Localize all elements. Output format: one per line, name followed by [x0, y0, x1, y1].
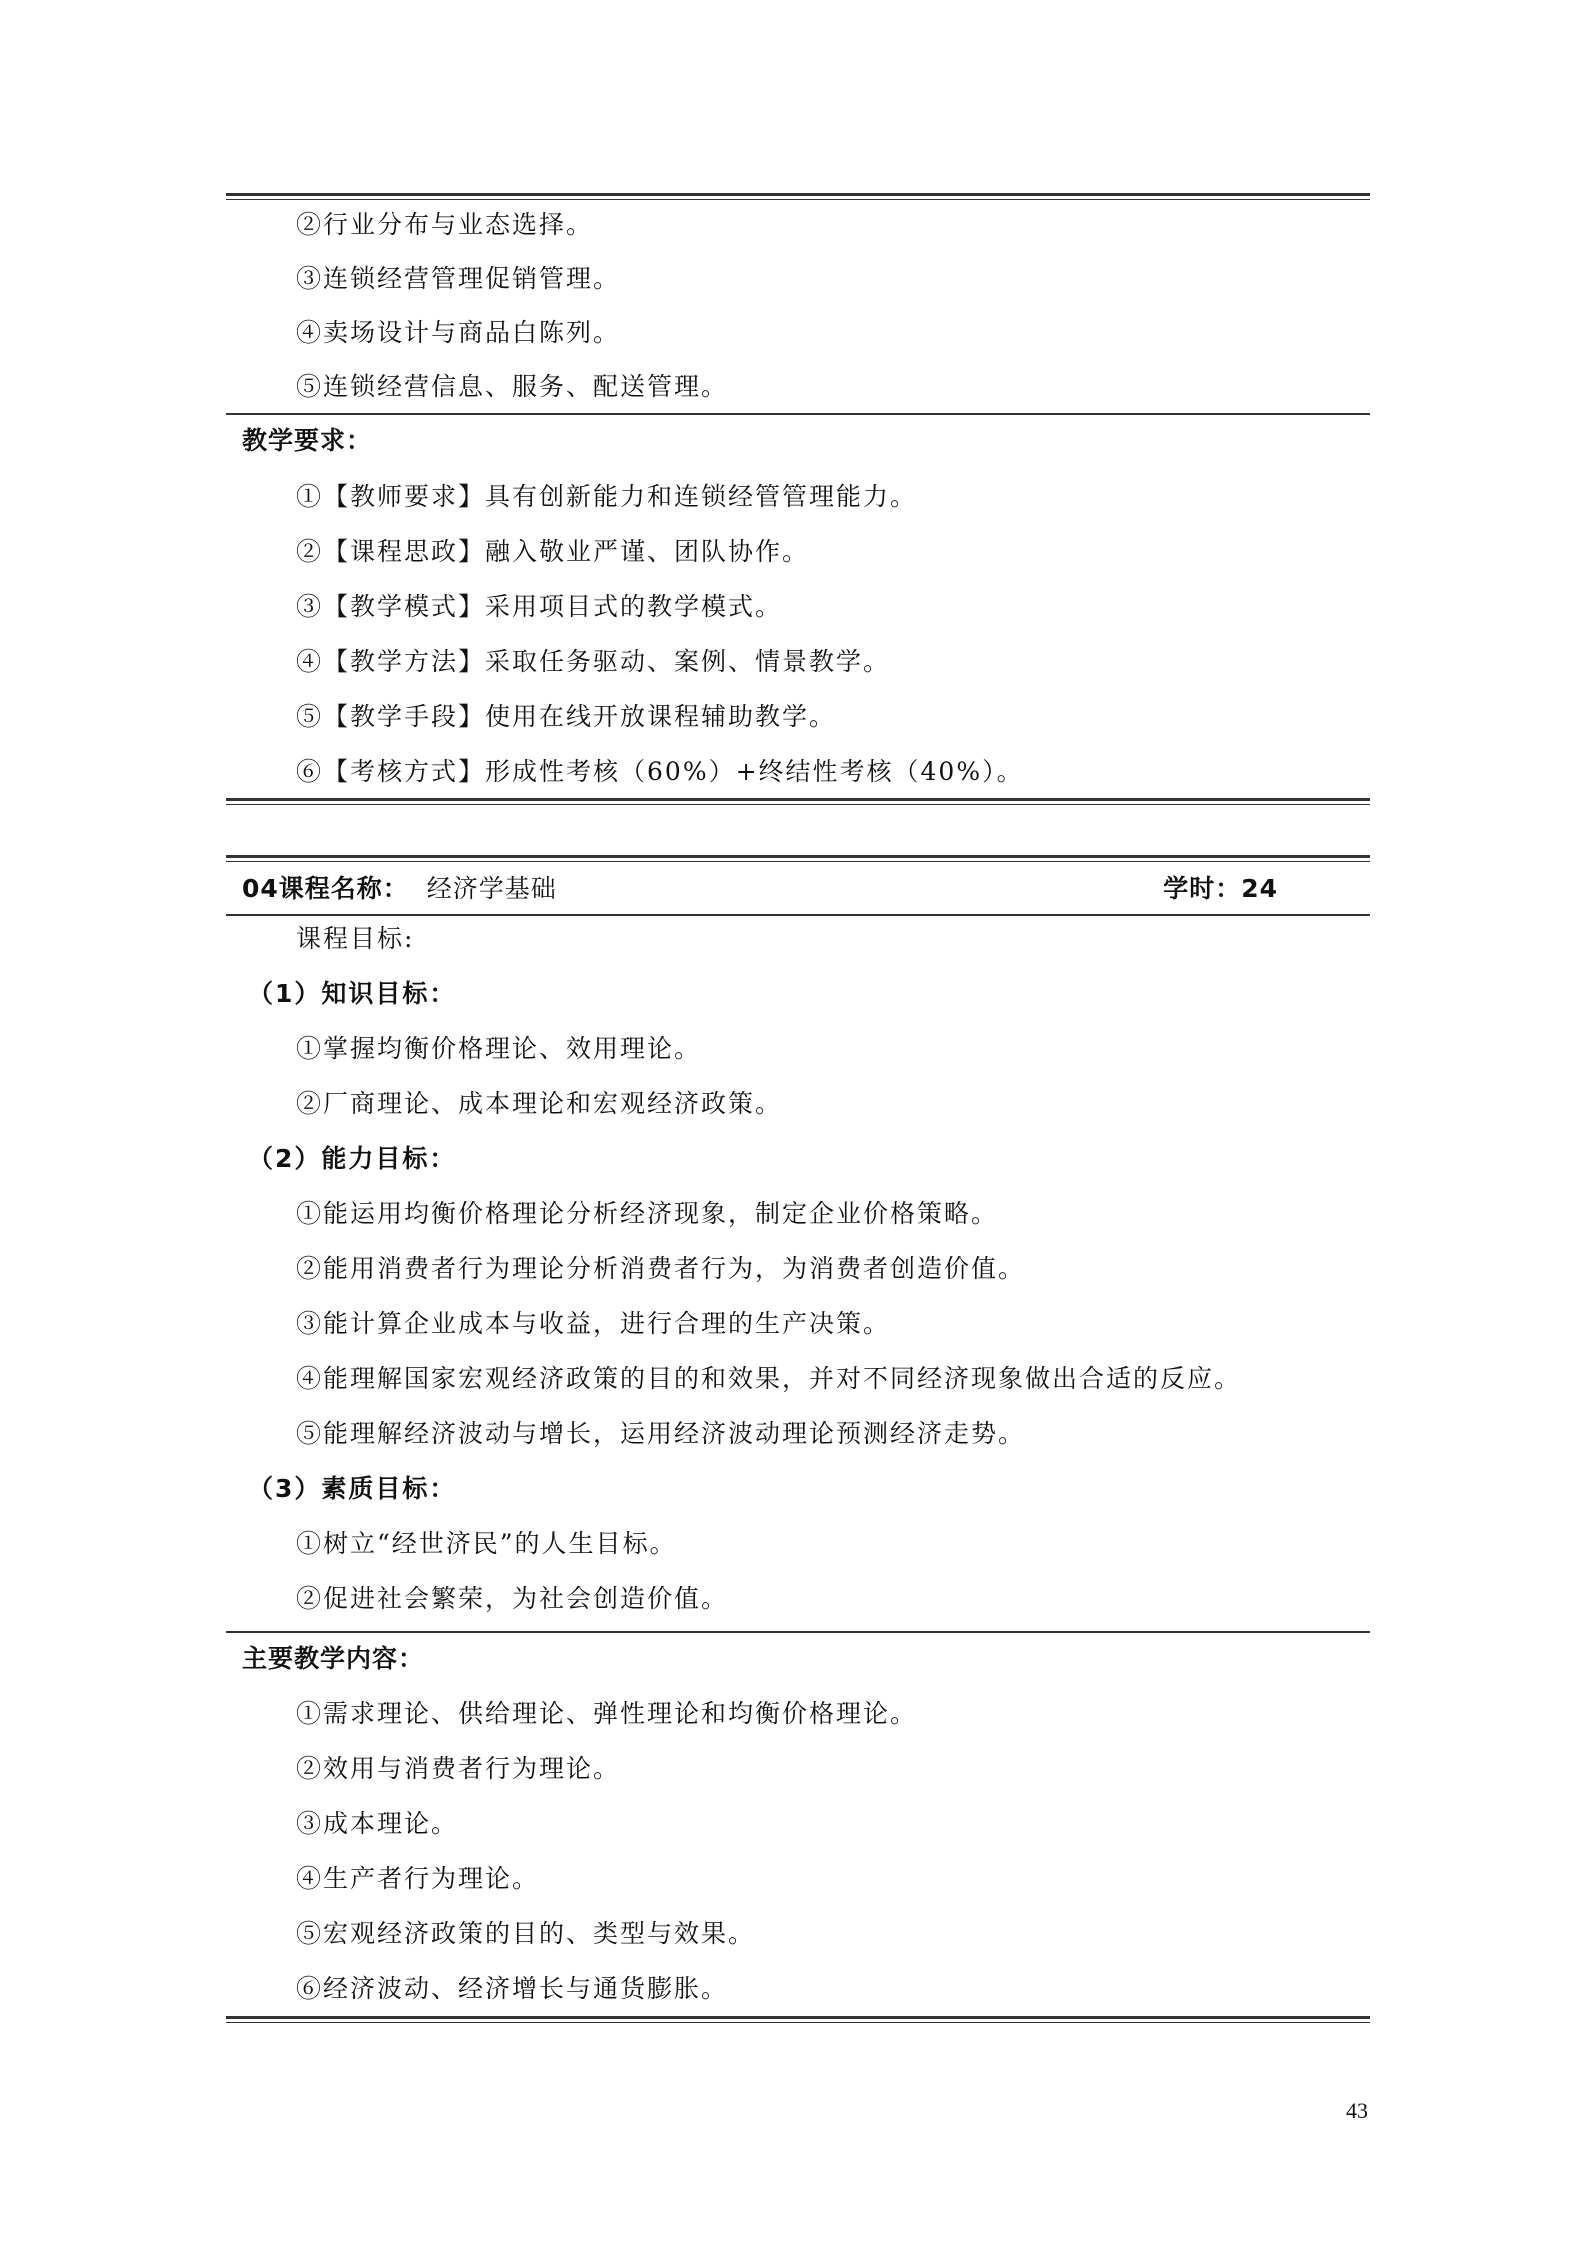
list-item: ⑤宏观经济政策的目的、类型与效果。 [296, 1919, 756, 1948]
list-item: ⑤连锁经营信息、服务、配送管理。 [296, 372, 729, 401]
list-item: ②促进社会繁荣，为社会创造价值。 [296, 1584, 729, 1613]
section1-bottom-rule [226, 798, 1370, 805]
list-item: ①需求理论、供给理论、弹性理论和均衡价格理论。 [296, 1699, 918, 1728]
list-item: ①树立“经世济民”的人生目标。 [296, 1529, 677, 1558]
list-item: ④生产者行为理论。 [296, 1864, 540, 1893]
course04-bottom-rule [226, 2016, 1370, 2023]
course-title [242, 862, 557, 916]
page-number: 43 [1346, 2098, 1368, 2123]
list-item: ②厂商理论、成本理论和宏观经济政策。 [296, 1089, 783, 1118]
knowledge-heading: （1）知识目标： [248, 979, 457, 1008]
section1-content-list [226, 198, 1370, 414]
course04-top-rule [226, 855, 1370, 862]
list-item: ⑥【考核方式】形成性考核（60%）+终结性考核（40%）。 [296, 757, 1024, 786]
list-item: ②行业分布与业态选择。 [296, 210, 594, 239]
list-item: ③成本理论。 [296, 1809, 459, 1838]
list-item: ⑤能理解经济波动与增长，运用经济波动理论预测经济走势。 [296, 1419, 1026, 1448]
course-hours: 学时：24 [1163, 874, 1278, 903]
list-item: ③【教学模式】采用项目式的教学模式。 [296, 592, 783, 621]
list-item: ②效用与消费者行为理论。 [296, 1754, 621, 1783]
course-name: 经济学基础 [426, 874, 557, 903]
list-item: ①能运用均衡价格理论分析经济现象，制定企业价格策略。 [296, 1199, 999, 1228]
course04-content [226, 1632, 1370, 2012]
course04-header [226, 862, 1370, 916]
list-item: ④【教学方法】采取任务驱动、案例、情景教学。 [296, 647, 891, 676]
list-item: ⑥经济波动、经济增长与通货膨胀。 [296, 1974, 729, 2003]
goals-heading: 课程目标: [296, 924, 415, 953]
section-heading: 教学要求： [242, 426, 373, 455]
list-item: ②【课程思政】融入敬业严谨、团队协作。 [296, 537, 810, 566]
course-label: 04课程名称： [242, 874, 409, 903]
list-item: ④卖场设计与商品白陈列。 [296, 318, 621, 347]
quality-heading: （3）素质目标： [248, 1474, 457, 1503]
section1-teaching-requirements [226, 414, 1370, 786]
list-item: ④能理解国家宏观经济政策的目的和效果，并对不同经济现象做出合适的反应。 [296, 1364, 1242, 1393]
section-heading: 主要教学内容： [242, 1644, 425, 1673]
course04-goals [226, 912, 1370, 1632]
list-item: ③能计算企业成本与收益，进行合理的生产决策。 [296, 1309, 891, 1338]
list-item: ①掌握均衡价格理论、效用理论。 [296, 1034, 702, 1063]
list-item: ①【教师要求】具有创新能力和连锁经管管理能力。 [296, 482, 918, 511]
list-item: ②能用消费者行为理论分析消费者行为，为消费者创造价值。 [296, 1254, 1026, 1283]
list-item: ⑤【教学手段】使用在线开放课程辅助教学。 [296, 702, 837, 731]
list-item: ③连锁经营管理促销管理。 [296, 264, 621, 293]
ability-heading: （2）能力目标： [248, 1144, 457, 1173]
